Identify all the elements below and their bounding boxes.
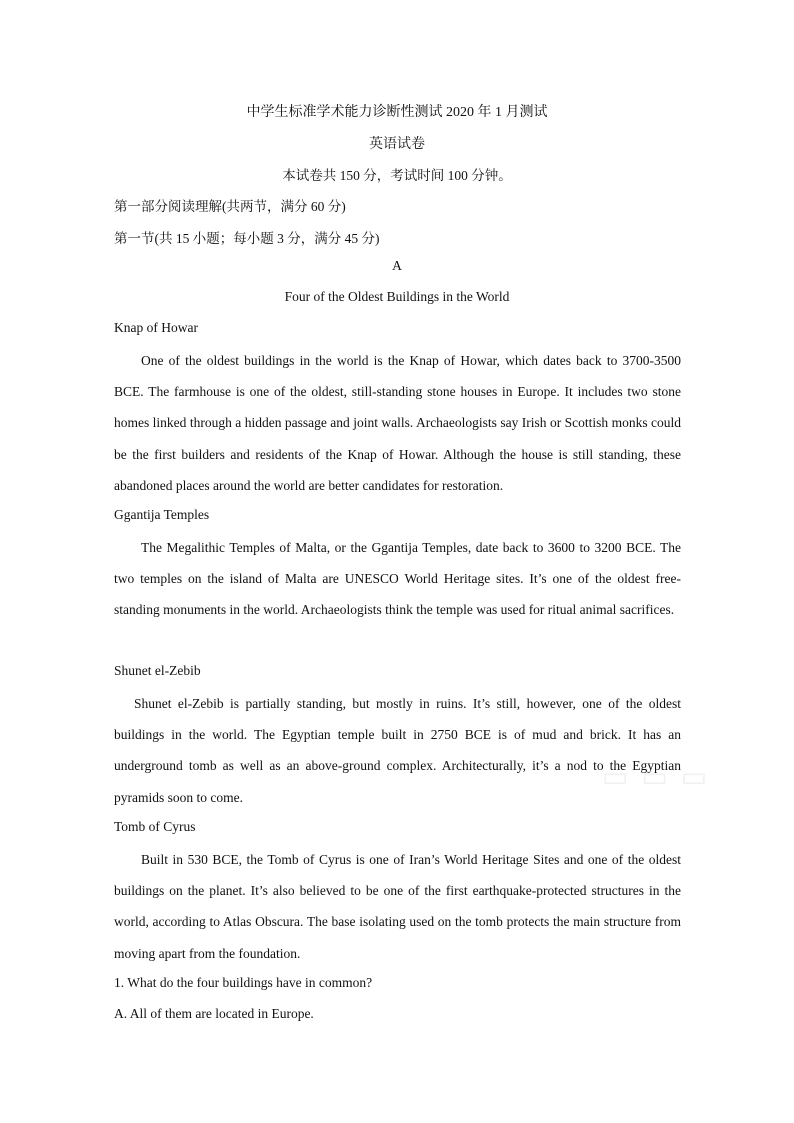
subject-title: 英语试卷 [369, 137, 425, 152]
entry-paragraph: Built in 530 BCE, the Tomb of Cyrus is one of Iran’s World Heritage Sites and one of the oldest buildings on the planet. It’s also believed to be one of the first earthquake-protected structures in the world, according to Atlas Obscura. The base isolating used on the tomb protects the main structure from moving apart from the foundation. [114, 852, 681, 961]
entry-paragraph: Shunet el-Zebib is partially standing, but mostly in ruins. It’s still, however, one of the oldest buildings in the world. The Egyptian temple built in 2750 BCE is of mud and brick. It has an underground tomb as well as an above-ground complex. Architecturally, it’s a nod to the Egyptian pyramids soon to come. [114, 696, 681, 805]
question-option-a: A. All of them are located in Europe. [114, 1006, 314, 1021]
exam-note: 本试卷共 150 分，考试时间 100 分钟。 [282, 168, 512, 183]
passage-title: Four of the Oldest Buildings in the World [284, 289, 510, 304]
entry-paragraph: The Megalithic Temples of Malta, or the Ggantija Temples, date back to 3600 to 3200 BCE. The two temples on the island of Malta are UNESCO World Heritage sites. It’s one of the oldest free-standing monuments in the world. Archaeologists think the temple was used for ritual animal sacrifices. [114, 540, 681, 618]
exam-title: 中学生标准学术能力诊断性测试 2020 年 1 月测试 [246, 105, 548, 120]
entry-heading: Ggantija Temples [114, 507, 210, 522]
entry-heading: Knap of Howar [114, 320, 198, 335]
part-label: 第一部分阅读理解(共两节，满分 60 分) [114, 199, 346, 214]
entry-heading: Tomb of Cyrus [114, 819, 196, 834]
entry-paragraph: One of the oldest buildings in the world is the Knap of Howar, which dates back to 3700-3500 BCE. The farmhouse is one of the oldest, still-standing stone houses in Europe. It includes two stone homes linked through a hidden passage and joint walls. Archaeologists say Irish or Scottish monks could be the first builders and residents of the Knap of Howar. Although the house is still standing, these abandoned places around the world are better candidates for restoration. [114, 353, 681, 493]
section-label: 第一节(共 15 小题；每小题 3 分，满分 45 分) [114, 231, 380, 246]
entry-heading: Shunet el-Zebib [114, 663, 201, 678]
passage-letter: A [392, 258, 402, 273]
question-stem: 1. What do the four buildings have in common? [114, 975, 373, 990]
watermark-shape: ▭ ▭ ▭ [602, 760, 710, 793]
